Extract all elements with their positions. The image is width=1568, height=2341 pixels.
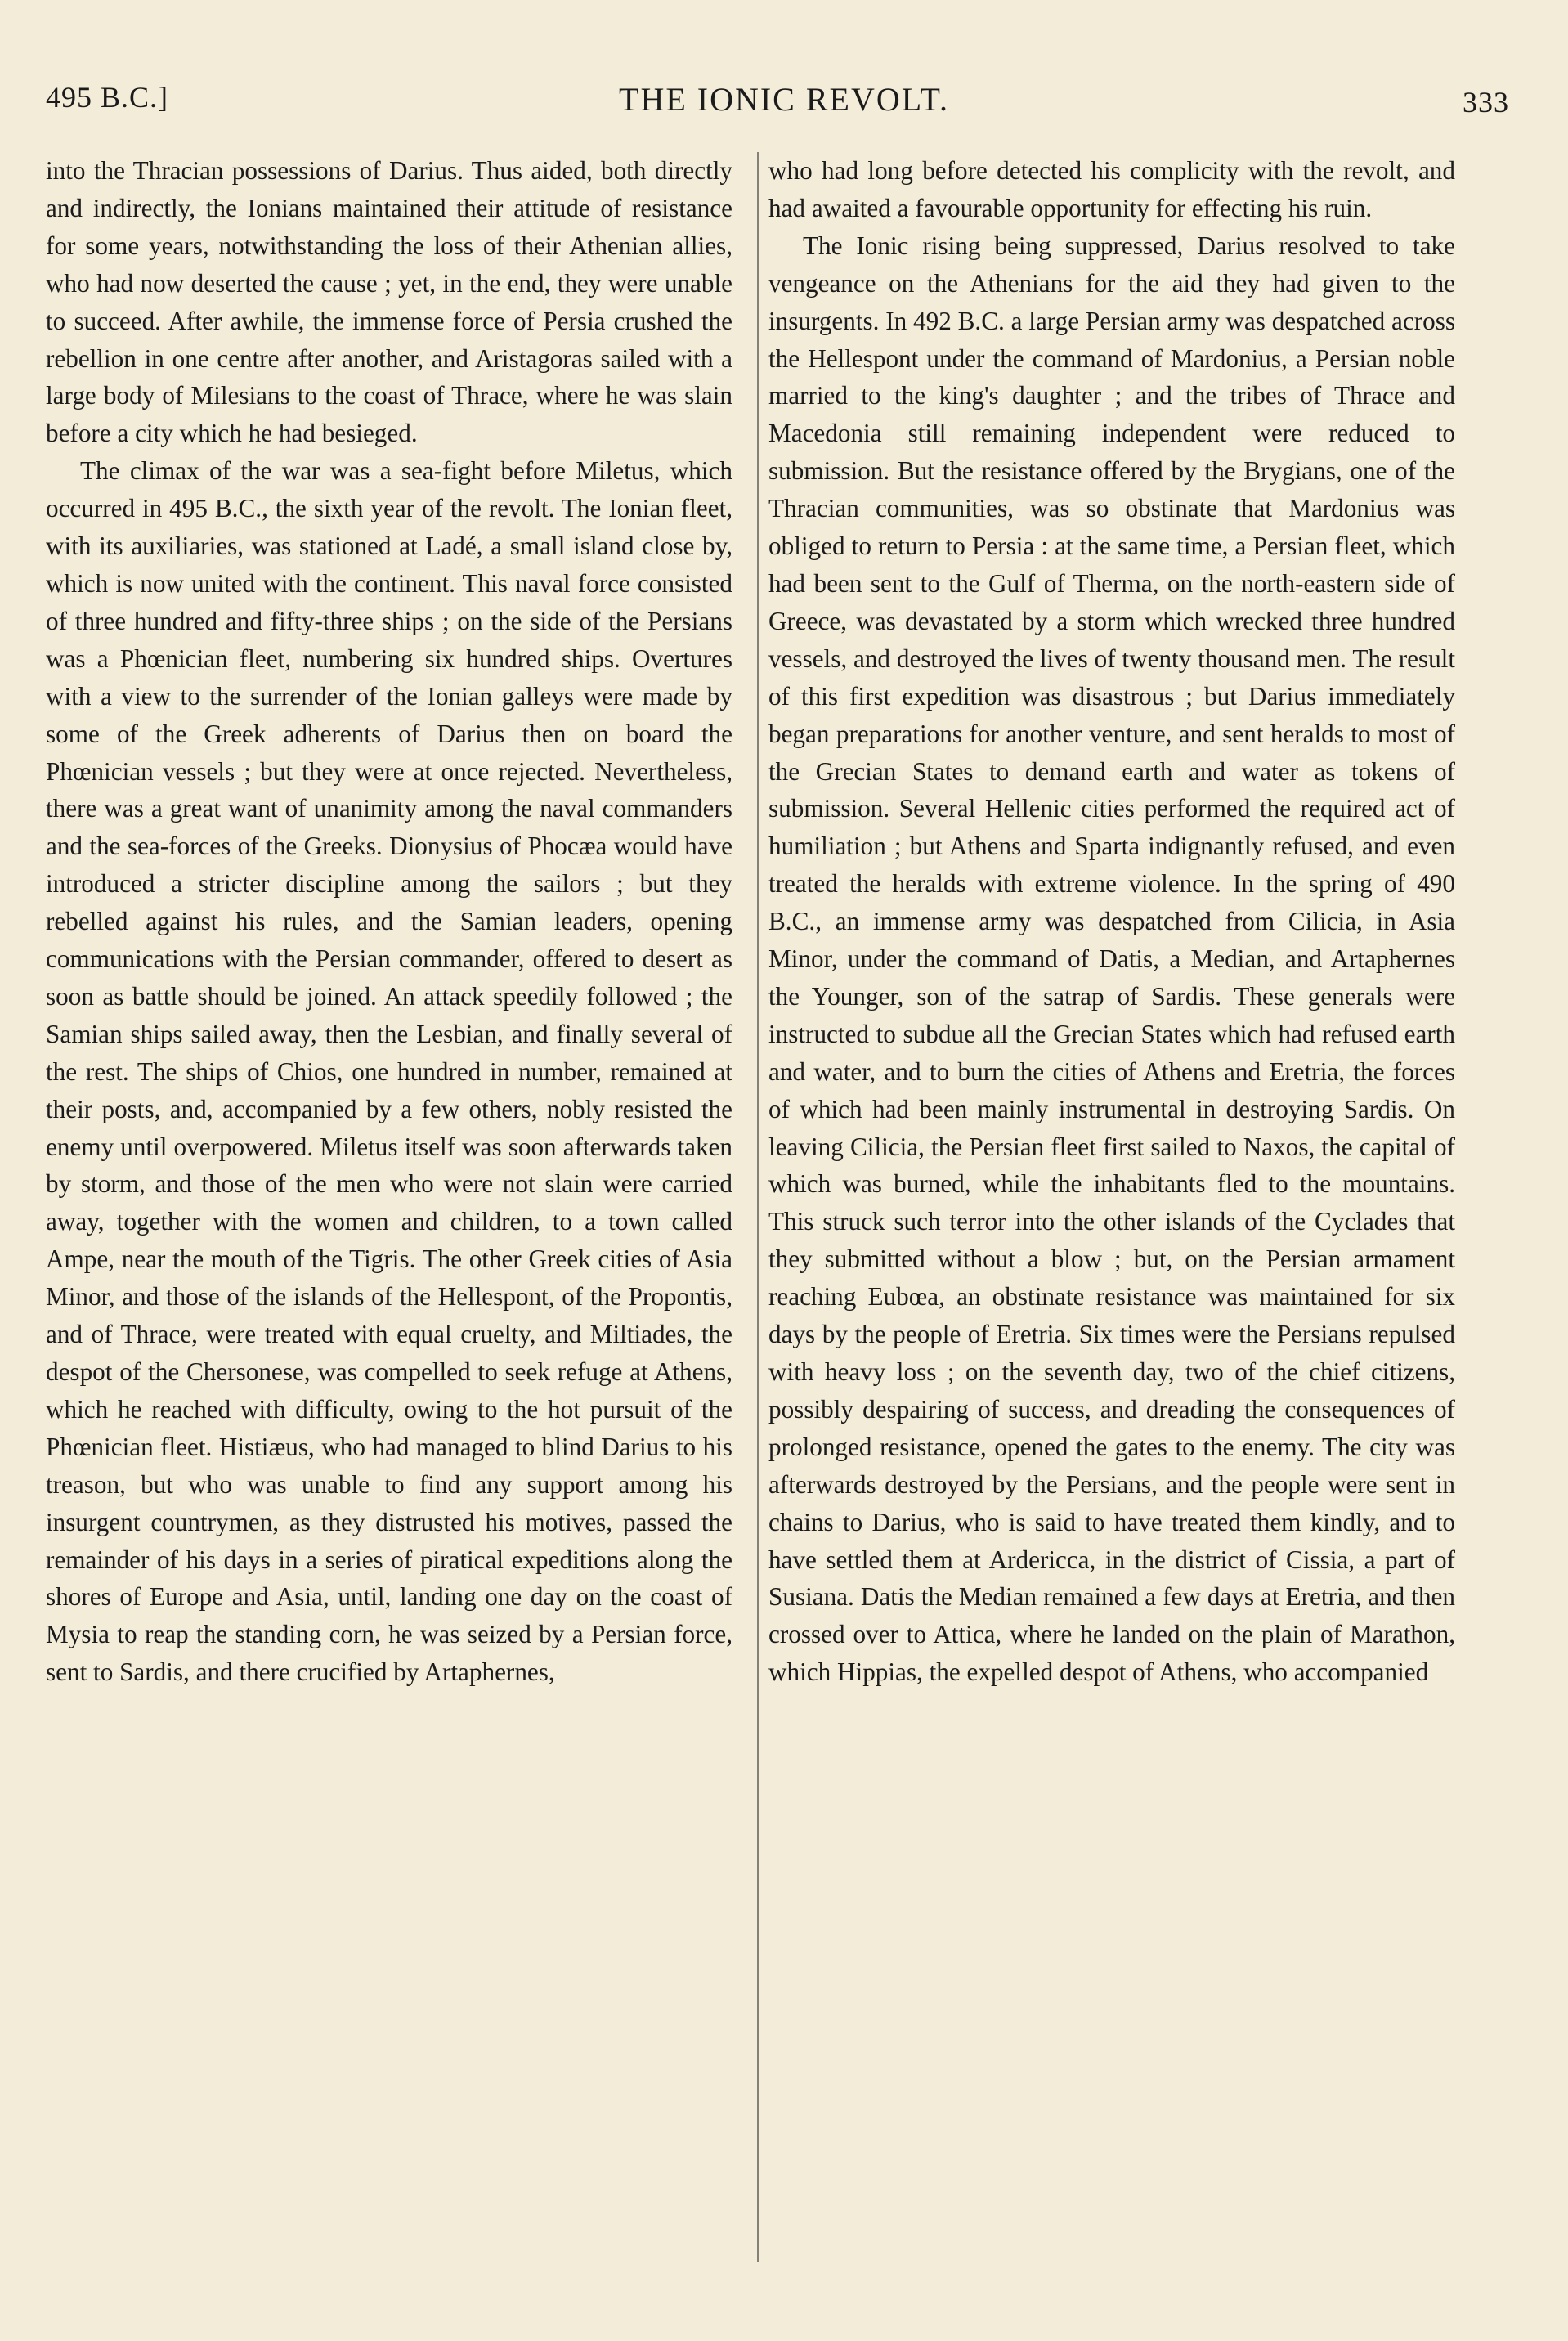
paragraph: The climax of the war was a sea-fight before Miletus, which occurred in 495 B.C., the sixth year of the revolt. The Ionian fleet, with its auxiliaries, was stationed at Ladé, a small island close by, which is now united with the continent. This naval force consisted of three hundred and fifty-three ships ; on the side of the Persians was a Phœnician fleet, numbering six hundred ships. Overtures with a view to the surrender of the Ionian galleys were made by some of the Greek adherents of Darius then on board the Phœnician vessels ; but they were at once rejected. Nevertheless, there was a great want of unanimity among the naval commanders and the sea-forces of the Greeks. Dionysius of Phocæa would have introduced a stricter discipline among the sailors ; but they rebelled against his rules, and the Samian leaders, opening communications with the Persian commander, offered to desert as soon as battle should be joined. An attack speedily followed ; the Samian ships sailed away, then the Lesbian, and finally several of the rest. The ships of Chios, one hundred in number, remained at their posts, and, accompanied by a few others, nobly resisted the enemy until overpowered. Miletus itself was soon afterwards taken by storm, and those of the men who were not slain were carried away, together with the women and children, to a town called Ampe, near the mouth of the Tigris. The other Greek cities of Asia Minor, and those of the islands of the Hellespont, of the Propontis, and of Thrace, were treated with equal cruelty, and Miltiades, the despot of the Chersonese, was compelled to seek refuge at Athens, which he reached with difficulty, owing to the hot pursuit of the Phœnician fleet. Histiæus, who had managed to blind Darius to his treason, but who was unable to find any support among his insurgent countrymen, as they distrusted his motives, passed the remainder of his days in a series of piratical expeditions along the shores of Europe and Asia, until, landing one day on the coast of Mysia to reap the standing corn, he was seized by a Persian force, sent to Sardis, and there crucified by Artaphernes, [46, 456, 732, 1687]
text-columns [46, 152, 1514, 2294]
paragraph: The Ionic rising being suppressed, Darius resolved to take vengeance on the Athenians for the aid they had given to the insurgents. In 492 B.C. a large Persian army was despatched across the Hellespont under the command of Mardonius, a Persian noble married to the king's daughter ; and the tribes of Thrace and Macedonia still remaining independent were reduced to submission. But the resistance offered by the Brygians, one of the Thracian communities, was so obstinate that Mardonius was obliged to return to Persia : at the same time, a Persian fleet, which had been sent to the Gulf of Therma, on the north-eastern side of Greece, was devastated by a storm which wrecked three hundred vessels, and destroyed the lives of twenty thousand men. The result of this first expedition was disastrous ; but Darius immediately began preparations for another venture, and sent heralds to most of the Grecian States to demand earth and water as tokens of submission. Several Hellenic cities performed the required act of humiliation ; but Athens and Sparta indignantly refused, and even treated the heralds with extreme violence. In the spring of 490 B.C., an immense army was despatched from Cilicia, in Asia Minor, under the command of Datis, a Median, and Artaphernes the Younger, son of the satrap of Sardis. These generals were instructed to subdue all the Grecian States which had refused earth and water, and to burn the cities of Athens and Eretria, the forces of which had been mainly instrumental in destroying Sardis. On leaving Cilicia, the Persian fleet first sailed to Naxos, the capital of which was burned, while the inhabitants fled to the mountains. This struck such terror into the other islands of the Cyclades that they submitted without a blow ; but, on the Persian armament reaching Eubœa, an obstinate resistance was maintained for six days by the people of Eretria. Six times were the Persians repulsed with heavy loss ; on the seventh day, two of the chief citizens, possibly despairing of success, and dreading the consequences of prolonged resistance, opened the gates to the enemy. The city was afterwards destroyed by the Persians, and the people were sent in chains to Darius, who is said to have treated them kindly, and to have settled them at Ardericca, in the district of Cissia, a part of Susiana. Datis the Median remained a few days at Eretria, and then crossed over to Attica, where he landed on the plain of Marathon, which Hippias, the expelled despot of Athens, who accompanied [768, 231, 1455, 1687]
header-title: THE IONIC REVOLT. [619, 81, 949, 118]
paragraph: into the Thracian possessions of Darius. Thus aided, both directly and indirectly, the Ionians maintained their attitude of resistance for some years, notwithstanding the loss of their Athenian allies, who had now deserted the cause ; yet, in the end, they were unable to succeed. After awhile, the immense force of Persia crushed the rebellion in one centre after another, and Aristagoras sailed with a large body of Milesians to the coast of Thrace, where he was slain before a city which he had besieged. [46, 156, 732, 448]
page-number: 333 [1463, 86, 1509, 119]
left-column [46, 152, 732, 1691]
paragraph: who had long before detected his complicity with the revolt, and had awaited a favourable opportunity for effecting his ruin. [768, 156, 1455, 222]
column-divider [757, 152, 759, 2262]
header-date: 495 B.C.] [46, 81, 169, 114]
running-header [46, 80, 1522, 119]
right-column [768, 152, 1455, 1691]
